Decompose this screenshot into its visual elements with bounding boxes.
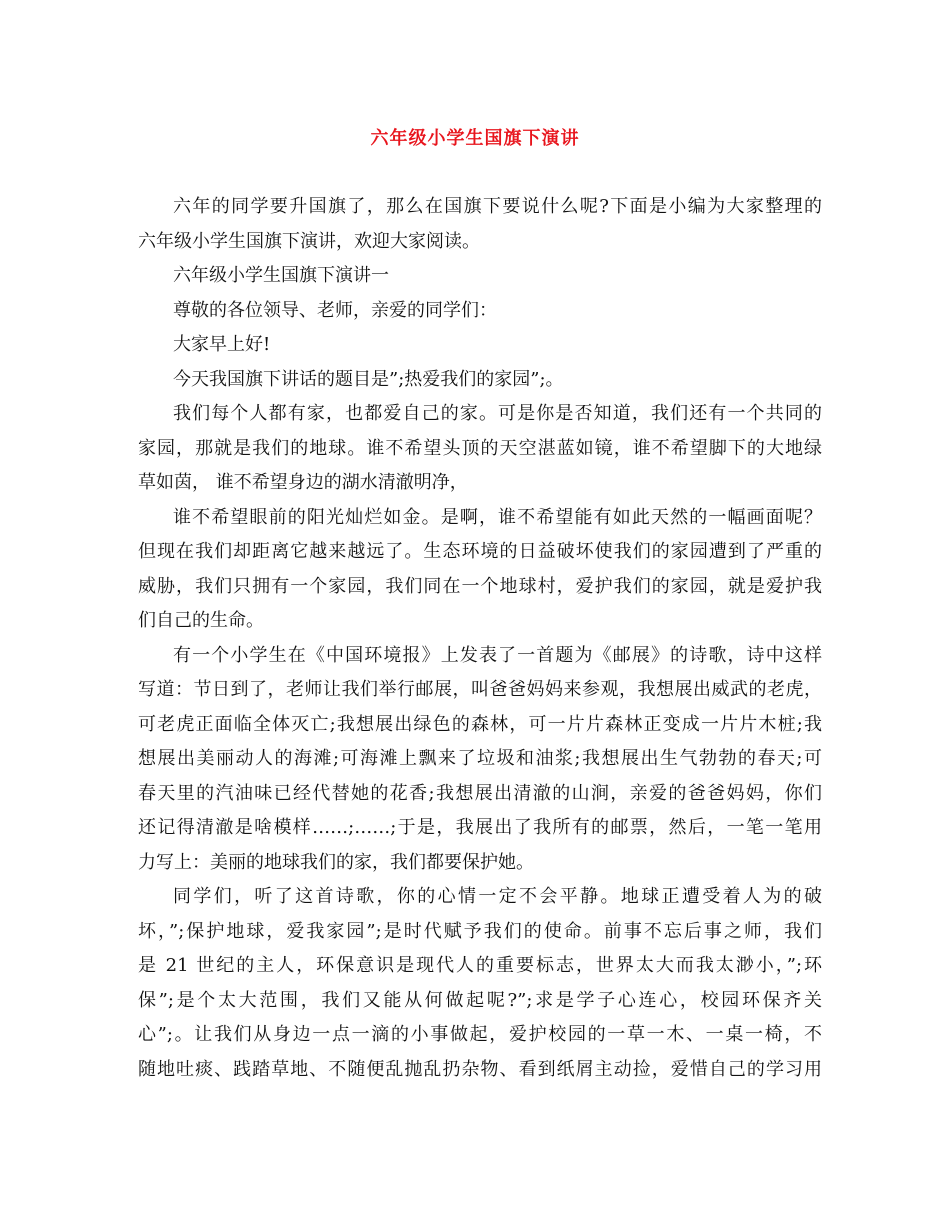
paragraph: [138, 294, 822, 329]
text-line: 六年的同学要升国旗了，那么在国旗下要说什么呢?下面是小编为大家整理的: [173, 196, 822, 217]
document-body: [138, 190, 822, 1087]
text-line: 可老虎正面临全体灭亡;我想展出绿色的森林，可一片片森林正变成一片片木桩;我: [138, 713, 822, 735]
text-line: 威胁，我们只拥有一个家园，我们同在一个地球村，爱护我们的家园，就是爱护我: [138, 575, 822, 597]
text-line: 六年级小学生国旗下演讲，欢迎大家阅读。: [138, 230, 480, 252]
paragraph: [138, 190, 822, 259]
text-line: 有一个小学生在《中国环境报》上发表了一首题为《邮展》的诗歌，诗中这样: [173, 644, 822, 666]
paragraph: [138, 501, 822, 639]
text-line: 春天里的汽油味已经代替她的花香;我想展出清澈的山涧，亲爱的爸爸妈妈，你们: [138, 782, 822, 804]
text-line: 写道：节日到了，老师让我们举行邮展，叫爸爸妈妈来参观，我想展出威武的老虎，: [138, 679, 822, 700]
text-line: 我们每个人都有家，也都爱自己的家。可是你是否知道，我们还有一个共同的: [173, 403, 822, 424]
text-line: 是 21 世纪的主人，环保意识是现代人的重要标志，世界太大而我太渺小，”;环: [138, 955, 822, 976]
text-line: 六年级小学生国旗下演讲一: [173, 265, 389, 286]
paragraph: [138, 880, 822, 1087]
text-line: 想展出美丽动人的海滩;可海滩上飘来了垃圾和油浆;我想展出生气勃勃的春天;可: [138, 748, 822, 769]
text-line: 今天我国旗下讲话的题目是”;热爱我们的家园”;。: [173, 368, 564, 390]
paragraph: [138, 259, 822, 294]
paragraph: [138, 328, 822, 363]
text-line: 保”;是个太大范围，我们又能从何做起呢?”;求是学子心连心，校园环保齐关: [138, 989, 822, 1011]
text-line: 心”;。让我们从身边一点一滴的小事做起，爱护校园的一草一木、一桌一椅，不: [138, 1024, 822, 1045]
document-title: 六年级小学生国旗下演讲: [370, 128, 580, 149]
text-line: 随地吐痰、践踏草地、不随便乱抛乱扔杂物、看到纸屑主动捡，爱惜自己的学习用: [138, 1058, 822, 1080]
text-line: 们自己的生命。: [138, 610, 264, 631]
text-line: 草如茵， 谁不希望身边的湖水清澈明净，: [138, 472, 468, 493]
text-line: 谁不希望眼前的阳光灿烂如金。是啊，谁不希望能有如此天然的一幅画面呢？: [173, 506, 822, 528]
text-line: 大家早上好!: [173, 334, 271, 355]
text-line: 家园，那就是我们的地球。谁不希望头顶的天空湛蓝如镜，谁不希望脚下的大地绿: [138, 437, 822, 459]
paragraph: [138, 397, 822, 501]
text-line: 尊敬的各位领导、老师，亲爱的同学们：: [173, 299, 497, 321]
paragraph: [138, 363, 822, 398]
text-line: 但现在我们却距离它越来越远了。生态环境的日益破坏使我们的家园遭到了严重的: [138, 541, 822, 562]
text-line: 力写上：美丽的地球我们的家，我们都要保护她。: [138, 851, 534, 873]
text-line: 同学们，听了这首诗歌，你的心情一定不会平静。地球正遭受着人为的破: [173, 886, 822, 907]
paragraph: [138, 639, 822, 881]
text-line: 坏，”;保护地球，爱我家园”;是时代赋予我们的使命。前事不忘后事之师，我们: [138, 920, 822, 942]
text-line: 还记得清澈是啥模样……;……;于是，我展出了我所有的邮票，然后，一笔一笔用: [138, 817, 822, 838]
